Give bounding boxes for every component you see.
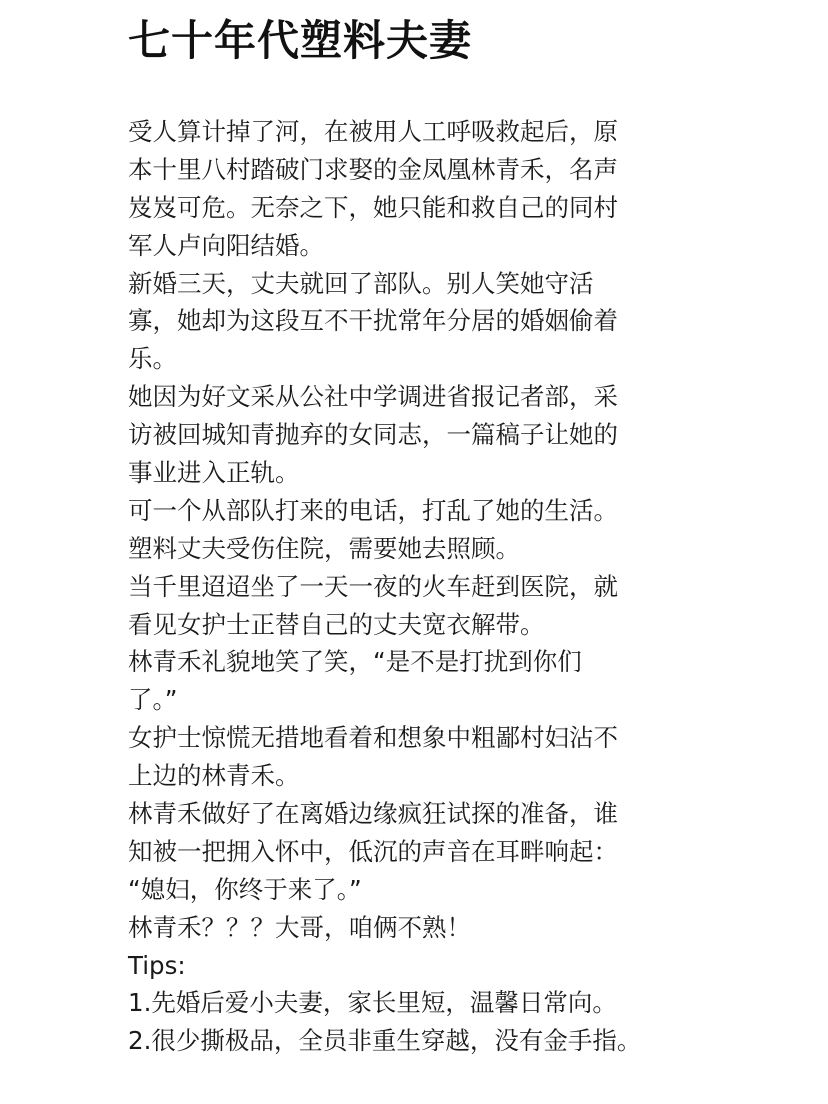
text-line: 可一个从部队打来的电话，打乱了她的生活。 — [128, 495, 618, 525]
text-line: 受人算计掉了河，在被用人工呼吸救起后，原 — [128, 117, 618, 146]
text-line: 军人卢向阳结婚。 — [128, 230, 324, 260]
text-line: 女护士惊慌无措地看着和想象中粗鄙村妇沾不 — [128, 723, 618, 753]
text-line: 上边的林青禾。 — [128, 761, 300, 791]
text-line: 岌岌可危。无奈之下，她只能和救自己的同村 — [128, 192, 618, 222]
text-line: 了。” — [128, 685, 178, 715]
text-line: 看见女护士正替自己的丈夫宽衣解带。 — [128, 609, 545, 639]
text-line: 本十里八村踏破门求娶的金凤凰林青禾，名声 — [128, 154, 618, 184]
text-line: 寡，她却为这段互不干扰常年分居的婚姻偷着 — [128, 306, 618, 336]
text-line: 塑料丈夫受伤住院，需要她去照顾。 — [128, 533, 520, 563]
text-line: 知被一把拥入怀中，低沉的声音在耳畔响起： — [128, 836, 618, 866]
text-line: 访被回城知青抛弃的女同志，一篇稿子让她的 — [128, 420, 618, 450]
tips-item: 1.先婚后爱小夫妻，家长里短，温馨日常向。 — [128, 988, 617, 1018]
page-title: 七十年代塑料夫妻 — [128, 16, 473, 65]
text-line: 新婚三天，丈夫就回了部队。别人笑她守活 — [128, 268, 594, 298]
text-line: 林青禾做好了在离婚边缘疯狂试探的准备，谁 — [128, 799, 618, 829]
text-line: 当千里迢迢坐了一天一夜的火车赶到医院，就 — [128, 571, 618, 601]
text-line: 她因为好文采从公社中学调进省报记者部，采 — [128, 382, 618, 412]
tips-item: 2.很少撕极品，全员非重生穿越，没有金手指。 — [128, 1026, 642, 1056]
text-line: 林青禾？？？大哥，咱俩不熟！ — [128, 912, 471, 942]
tips-heading: Tips: — [128, 950, 186, 980]
text-line: 林青禾礼貌地笑了笑，“是不是打扰到你们 — [128, 647, 582, 677]
text-line: 乐。 — [128, 344, 177, 374]
synopsis-text — [128, 113, 698, 1060]
text-line: “媳妇，你终于来了。” — [128, 874, 362, 904]
text-line: 事业进入正轨。 — [128, 458, 300, 488]
